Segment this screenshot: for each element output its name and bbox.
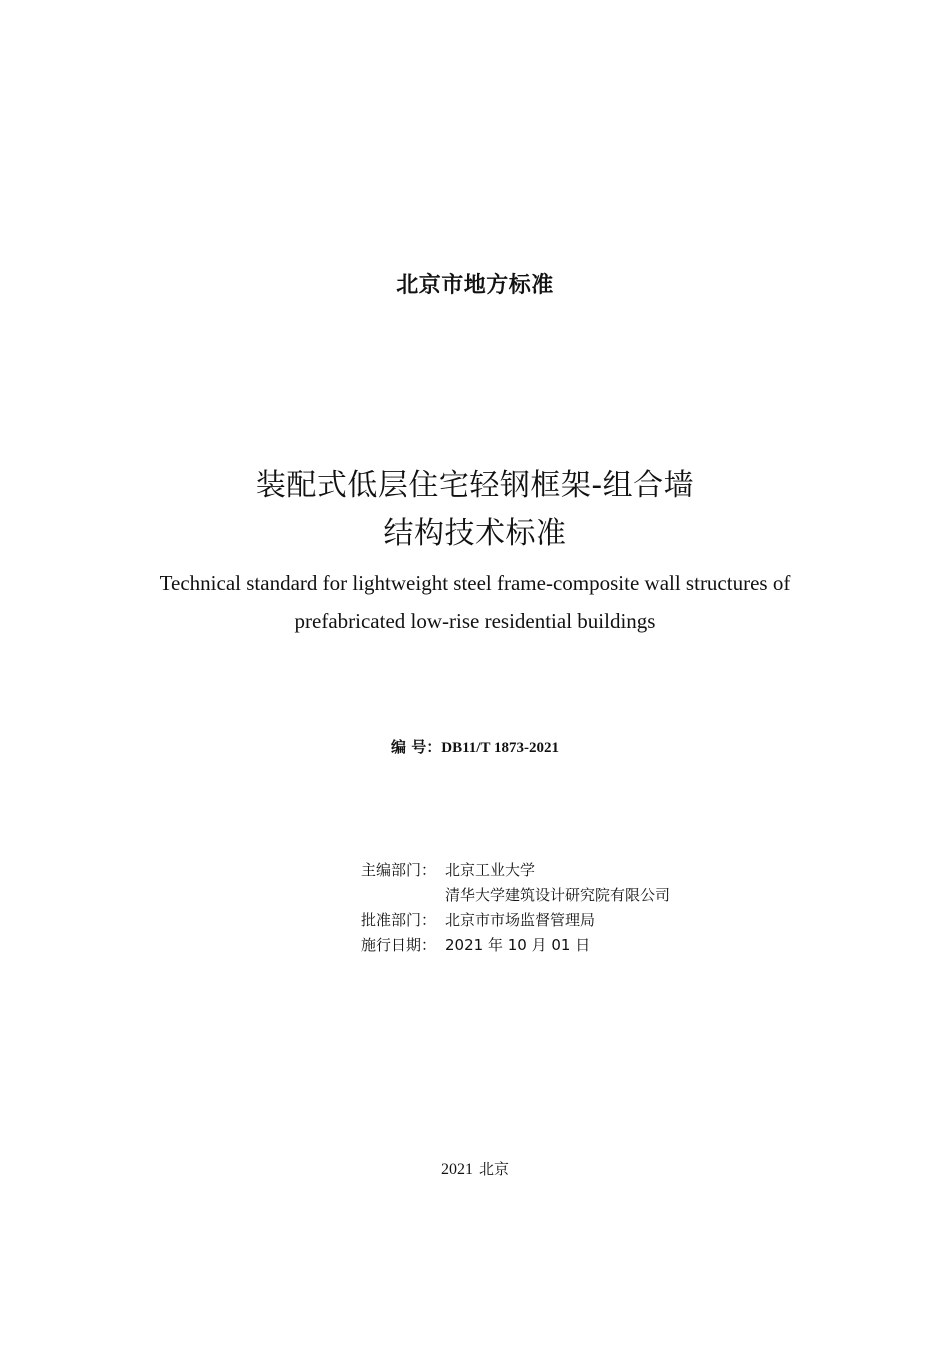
chinese-title-line-1: 装配式低层住宅轻钢框架-组合墙 (255, 468, 695, 503)
chief-editor-row-2 (361, 883, 670, 908)
chinese-title-line-2: 结构技术标准 (383, 516, 567, 551)
effective-date-row (361, 933, 670, 958)
approval-row (361, 908, 670, 933)
approval-value: 北京市市场监督管理局 (445, 911, 596, 929)
footer-imprint (0, 1158, 950, 1179)
chief-editor-2: 清华大学建筑设计研究院有限公司 (445, 886, 671, 904)
approval-label: 批准部门： (361, 911, 437, 929)
effective-date-value: 2021 年 10 月 01 日 (445, 936, 591, 954)
issuing-authority: 北京市地方标准 (396, 273, 554, 298)
english-title (0, 564, 950, 640)
english-title-line-1: Technical standard for lightweight steel frame-composite wall structures of (159, 571, 791, 595)
standard-number (0, 736, 950, 757)
chief-editor-1: 北京工业大学 (445, 861, 536, 879)
chief-editor-label: 主编部门： (361, 861, 437, 879)
english-title-line-2: prefabricated low-rise residential buildings (294, 609, 656, 633)
standard-number-value: DB11/T 1873-2021 (441, 740, 559, 756)
standard-number-label: 编 号： (391, 738, 442, 756)
chief-editor-row (361, 858, 670, 883)
publication-info (361, 858, 670, 958)
effective-date-label: 施行日期： (361, 936, 437, 954)
chinese-title (0, 462, 950, 558)
footer-year: 2021 (440, 1161, 473, 1178)
footer-city: 北京 (478, 1160, 509, 1178)
